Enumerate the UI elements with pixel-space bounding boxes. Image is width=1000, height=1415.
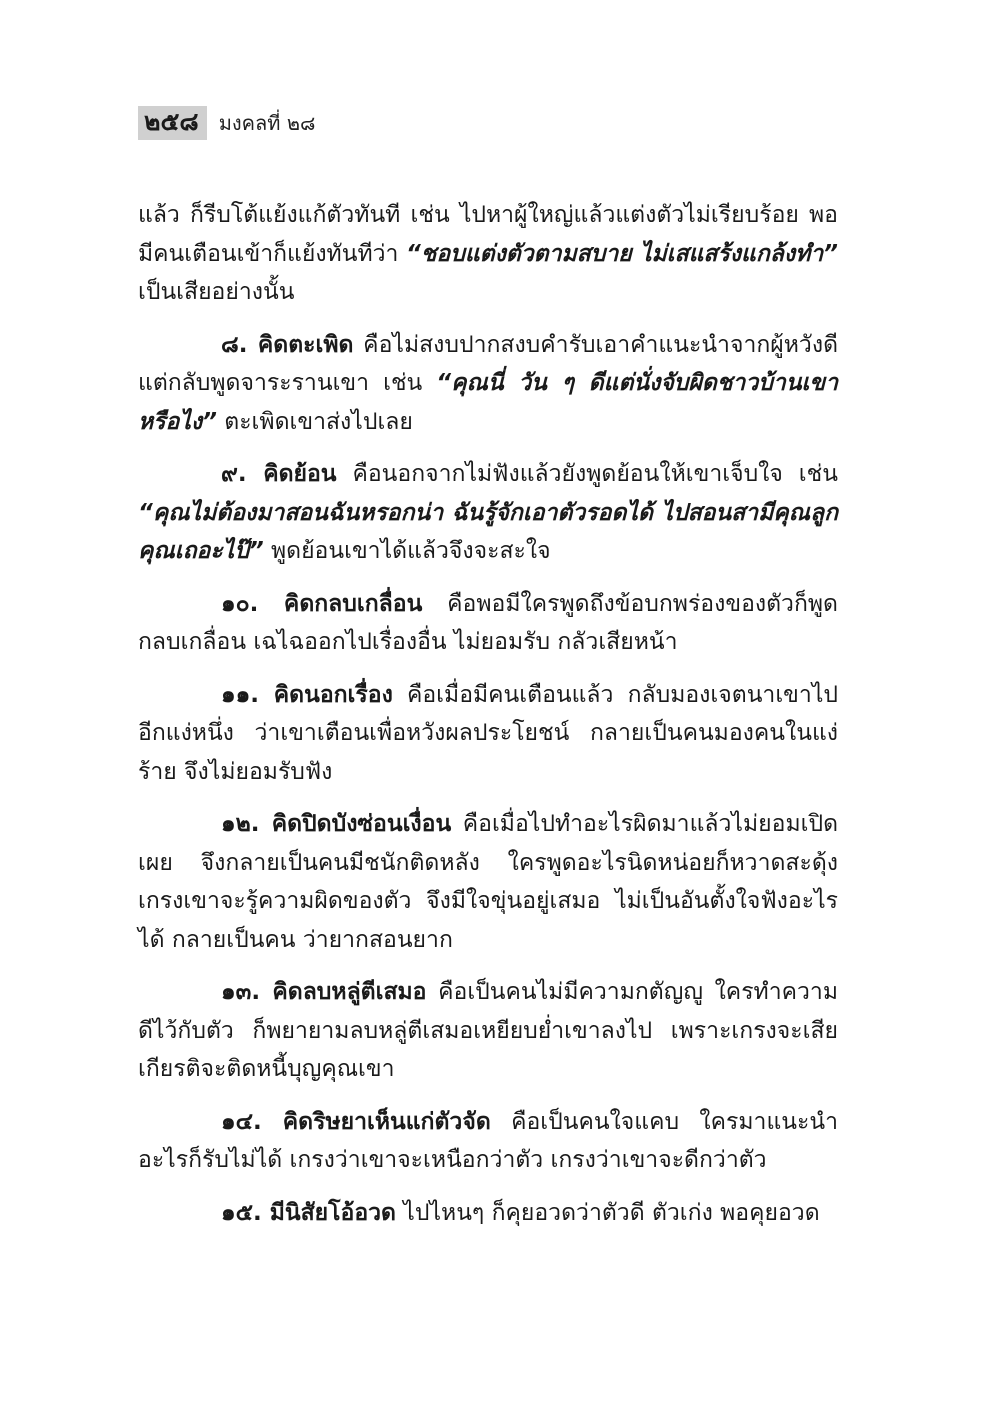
list-item — [138, 585, 838, 662]
quote: “ชอบแต่งตัวตามสบาย ไม่เสแสร้งแกล้งทำ” — [405, 240, 838, 267]
item-text: คือพอมีใครพูดถึงข้อบกพร่องของตัวก็พูดกลบเกลื่อน เฉไฉออกไปเรื่องอื่น ไม่ยอมรับ กลัวเสียหน้า — [138, 590, 838, 655]
item-text: คือเมื่อมีคนเตือนแล้ว กลับมองเจตนาเขาไปอีกแง่หนึ่ง ว่าเขาเตือนเพื่อหวังผลประโยชน์ กลายเป็นคนมองคนในแง่ร้าย จึงไม่ยอมรับฟัง — [138, 681, 838, 785]
item-heading: ๑๒. คิดปิดบังซ่อนเงื่อน — [221, 811, 452, 837]
body-text — [138, 196, 838, 1232]
item-text: คือเป็นคนใจแคบ ใครมาแนะนำอะไรก็รับไม่ได้ เกรงว่าเขาจะเหนือกว่าตัว เกรงว่าเขาจะดีกว่าตัว — [138, 1108, 839, 1173]
quote: “คุณไม่ต้องมาสอนฉันหรอกน่า ฉันรู้จักเอาตัวรอดได้ ไปสอนสามีคุณลูกคุณเถอะไป๊” — [138, 499, 838, 564]
item-heading: ๑๐. คิดกลบเกลื่อน — [221, 590, 423, 617]
item-heading: ๘. คิดตะเพิด — [221, 331, 354, 358]
list-item — [138, 1103, 838, 1180]
paragraph-text: แล้ว ก็รีบโต้แย้งแก้ตัวทันที เช่น ไปหาผู้ใหญ่แล้วแต่งตัวไม่เรียบร้อย พอมีคนเตือนเข้าก็แย้งทันทีว่า — [138, 202, 838, 267]
list-item — [138, 455, 838, 571]
item-text: ไปไหนๆ ก็คุยอวดว่าตัวดี ตัวเก่ง พอคุยอวด — [395, 1199, 820, 1226]
list-item — [138, 326, 838, 442]
item-text: คือเป็นคนไม่มีความกตัญญู ใครทำความดีไว้กับตัว ก็พยายามลบหลู่ตีเสมอเหยียบย่ำเขาลงไป เพราะเกรงจะเสียเกียรติจะติดหนี้บุญคุณเขา — [138, 979, 838, 1082]
item-heading: ๙. คิดย้อน — [221, 461, 337, 487]
quote: “คุณนี่ วัน ๆ ดีแต่นั่งจับผิดชาวบ้านเขาหรือไง” — [138, 370, 838, 435]
list-item — [138, 973, 838, 1089]
list-item — [138, 1194, 838, 1233]
page-header — [138, 106, 315, 140]
item-heading: ๑๕. มีนิสัยโอ้อวด — [221, 1199, 396, 1226]
item-text: ตะเพิดเขาส่งไปเลย — [216, 408, 413, 435]
item-heading: ๑๓. คิดลบหลู่ตีเสมอ — [221, 979, 427, 1005]
item-heading: ๑๑. คิดนอกเรื่อง — [221, 681, 393, 708]
item-text: พูดย้อนเขาได้แล้วจึงจะสะใจ — [263, 538, 551, 564]
item-text: คือไม่สงบปากสงบคำรับเอาคำแนะนำจากผู้หวังดี แต่กลับพูดจาระรานเขา เช่น — [138, 331, 839, 396]
continuation-paragraph — [138, 196, 838, 312]
paragraph-text: เป็นเสียอย่างนั้น — [138, 279, 295, 305]
item-text: คือเมื่อไปทำอะไรผิดมาแล้วไม่ยอมเปิดเผย จึงกลายเป็นคนมีชนักติดหลัง ใครพูดอะไรนิดหน่อยก็หวาดสะดุ้ง เกรงเขาจะรู้ความผิดของตัว จึงมีใจขุ่นอยู่เสมอ ไม่เป็นอันตั้งใจฟังอะไรได้ กลายเป็นคน ว่ายากสอนยาก — [138, 811, 839, 953]
item-text: คือนอกจากไม่ฟังแล้วยังพูดย้อนให้เขาเจ็บใจ เช่น — [336, 461, 838, 487]
list-item — [138, 676, 838, 792]
page-number: ๒๕๘ — [138, 106, 207, 140]
running-title: มงคลที่ ๒๘ — [218, 111, 316, 135]
item-heading: ๑๔. คิดริษยาเห็นแก่ตัวจัด — [221, 1108, 491, 1135]
list-item — [138, 805, 838, 959]
